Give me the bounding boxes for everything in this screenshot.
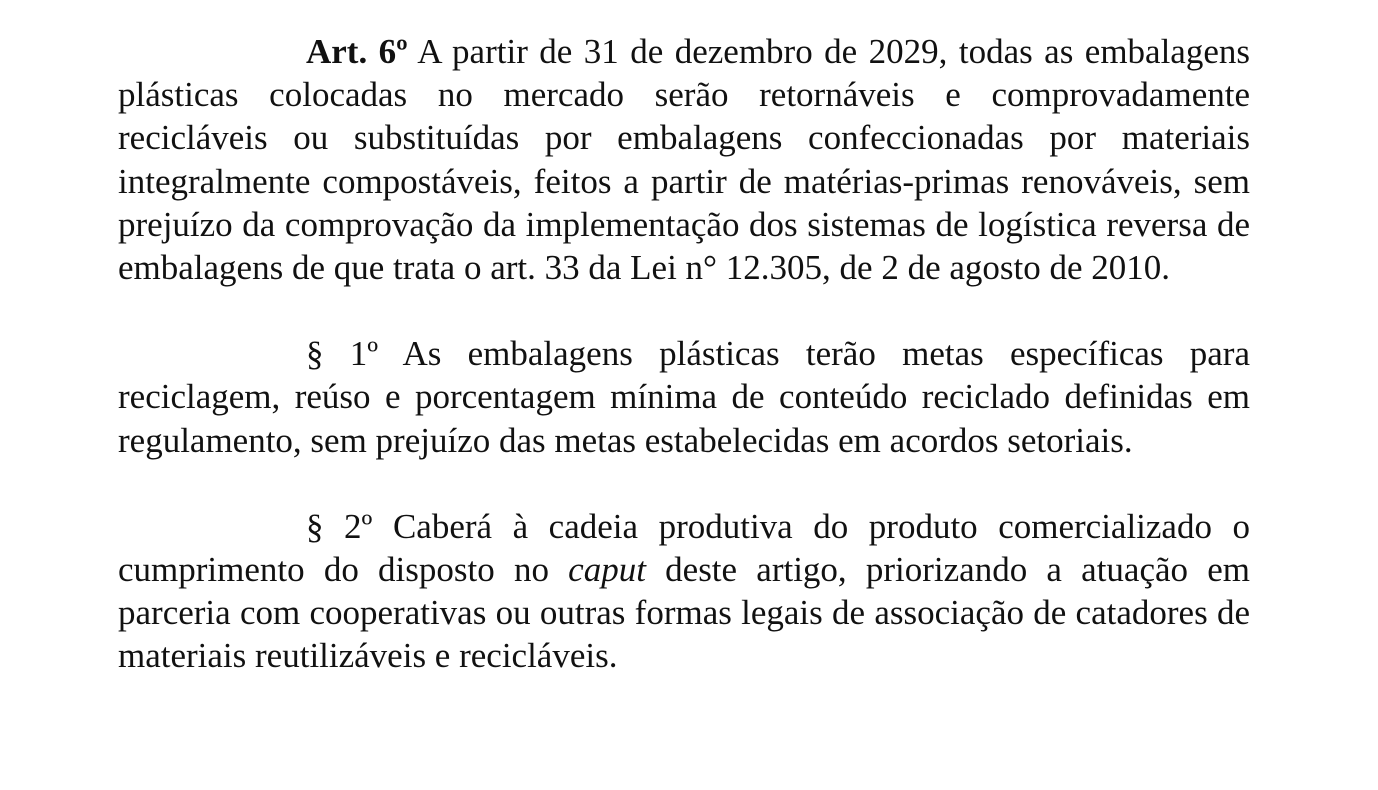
article-6 [118, 30, 1250, 289]
paragraph-1-text: As embalagens plásticas terão metas específicas para reciclagem, reúso e porcentagem mínima de conteúdo reciclado definidas em regulamento, sem prejuízo das metas estabelecidas em acordos setoriais. [118, 334, 1251, 460]
paragraph-1 [118, 332, 1250, 462]
article-label: Art. 6º [306, 32, 408, 71]
paragraph-1-label: § 1º [306, 334, 379, 374]
paragraph-2-text-after: deste artigo, priorizando a atuação em parceria com cooperativas ou outras formas legais de associação de catadores de materiais reutilizáveis e recicláveis. [118, 550, 1251, 676]
paragraph-2 [118, 505, 1250, 678]
document-body [118, 30, 1250, 678]
paragraph-2-label: § 2º [306, 506, 373, 546]
caput-term: caput [568, 550, 646, 590]
paragraph-2-text-before: Caberá à cadeia produtiva do produto comercializado o cumprimento do disposto no [118, 506, 1251, 590]
article-text: A partir de 31 de dezembro de 2029, todas as embalagens plásticas colocadas no mercado serão retornáveis e comprovadamente recicláveis ou substituídas por embalagens confeccionadas por materiais integralmente compostáveis, feitos a partir de matérias-primas renováveis, sem prejuízo da comprovação da implementação dos sistemas de logística reversa de embalagens de que trata o art. 33 da Lei n° 12.305, de 2 de agosto de 2010. [118, 32, 1251, 288]
